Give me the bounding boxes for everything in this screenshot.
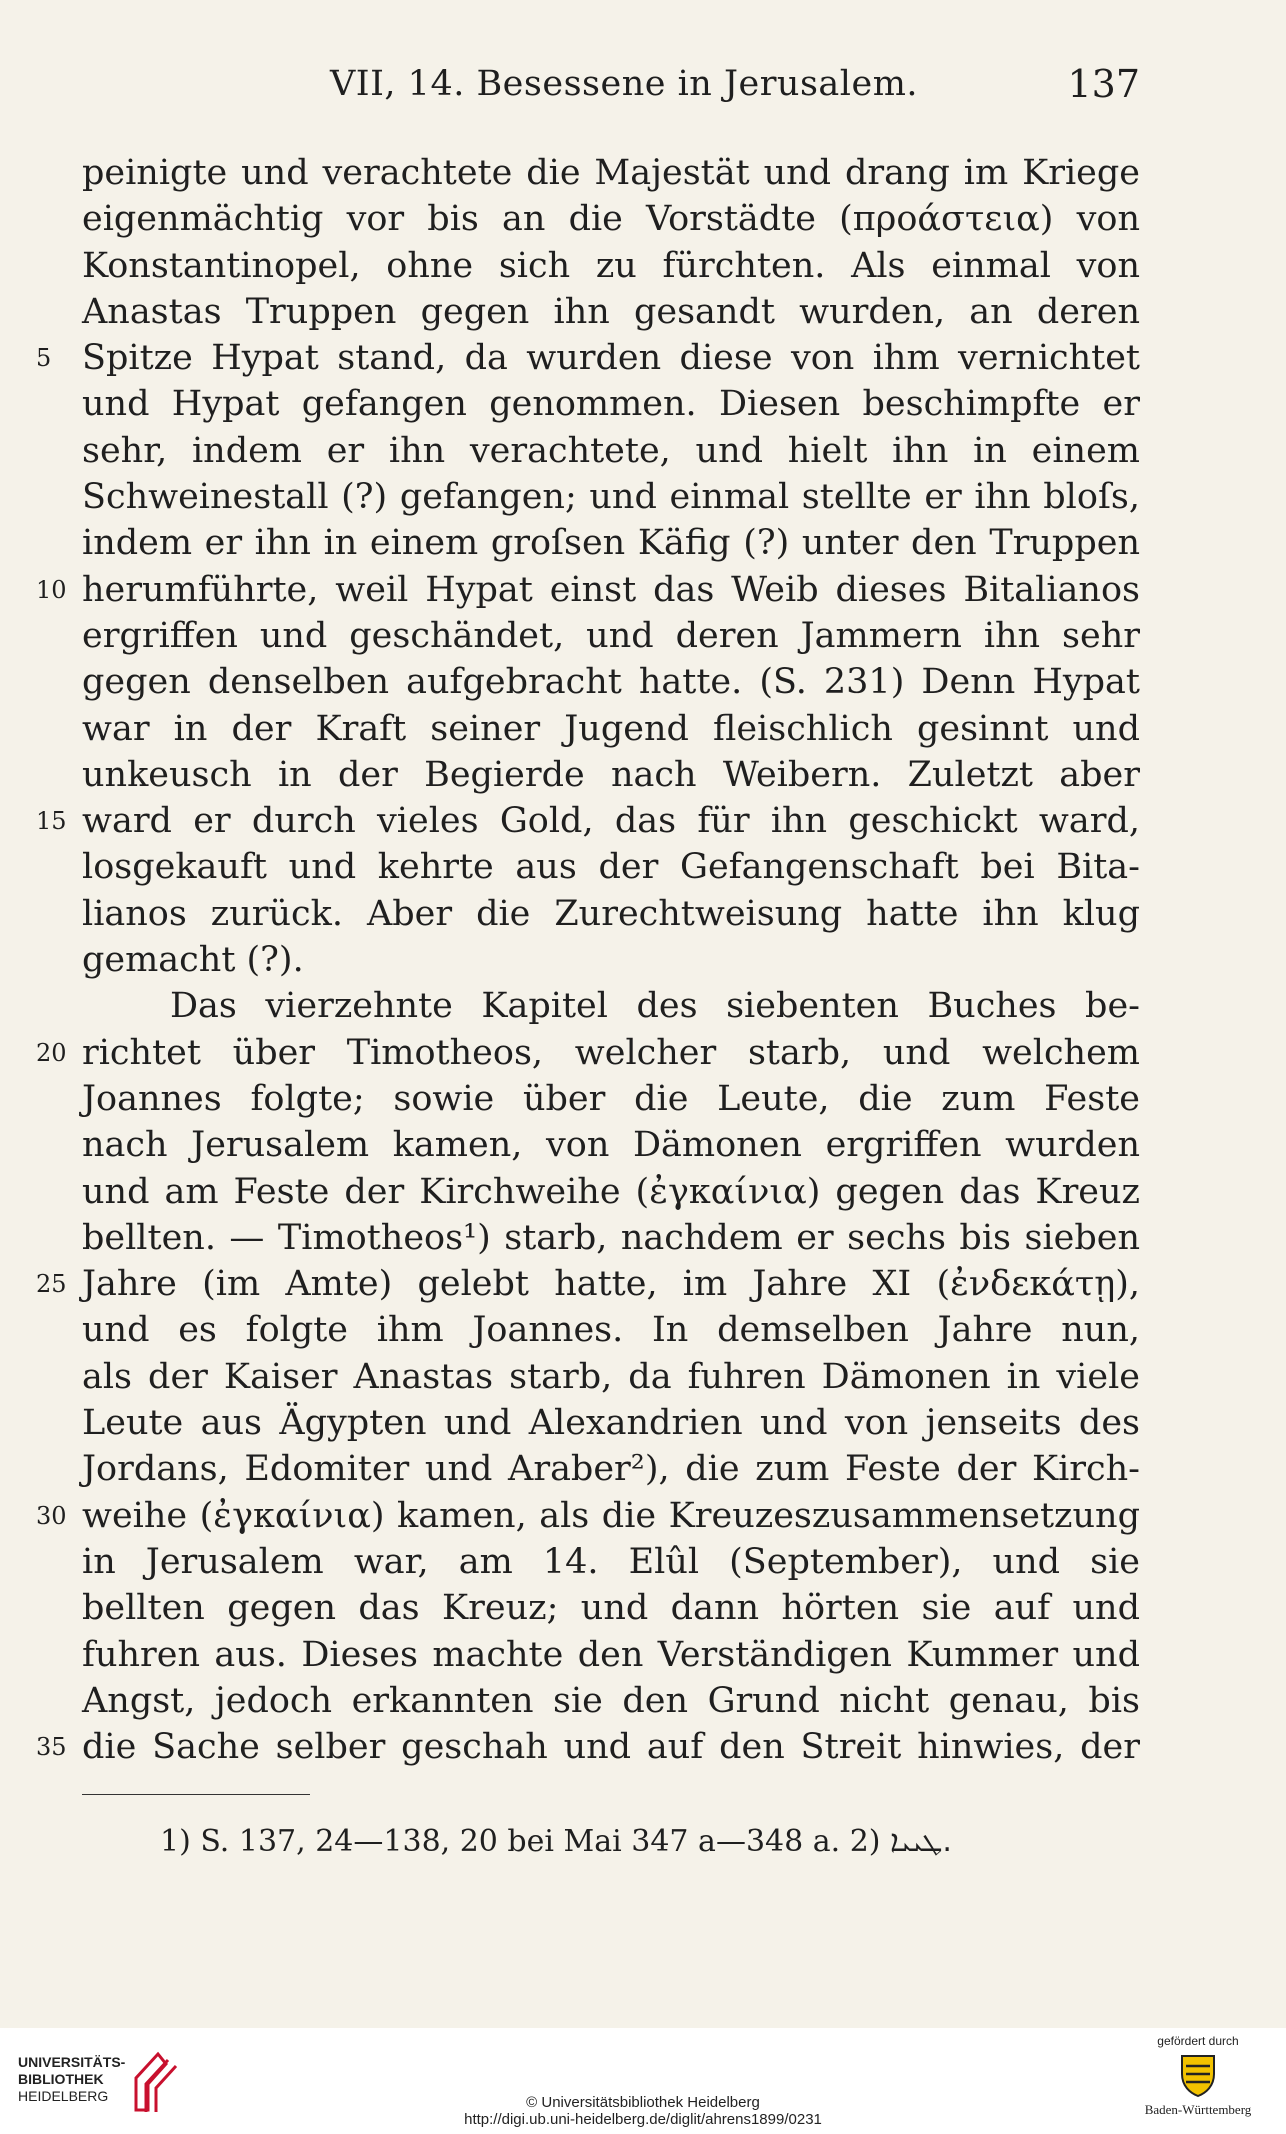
text-line: [82, 1076, 1140, 1122]
text-line: [36, 1261, 1140, 1307]
line-text: indem er ihn in einem groſsen Käfig (?) unter den Truppen: [82, 523, 1140, 564]
permalink-url[interactable]: http://digi.ub.uni-heidelberg.de/diglit/ahrens1899/0231: [464, 2111, 822, 2128]
library-line-1: UNIVERSITÄTS-: [18, 2054, 126, 2070]
line-text: richtet über Timotheos, welcher starb, und welchem: [82, 1032, 1140, 1073]
copyright-text: © Universitätsbibliothek Heidelberg: [526, 2094, 760, 2111]
line-number: 5: [36, 344, 52, 373]
text-line: [82, 474, 1140, 520]
line-text: eigenmächtig vor bis an die Vorstädte (προάστεια) von: [82, 199, 1140, 240]
line-text: Konstantinopel, ohne sich zu fürchten. Als einmal von: [82, 245, 1140, 286]
text-line: [82, 937, 1140, 983]
text-line: [82, 752, 1140, 798]
text-line: [82, 150, 1140, 196]
line-text: weihe (ἐγκαίνια) kamen, als die Kreuzeszusammensetzung: [82, 1495, 1140, 1536]
text-line: [82, 1400, 1140, 1446]
text-line: [82, 844, 1140, 890]
line-text: sehr, indem er ihn verachtete, und hielt ihn in einem: [82, 430, 1140, 471]
line-number: 15: [36, 807, 67, 836]
text-line: [36, 1030, 1140, 1076]
line-text: bellten. — Timotheos¹) starb, nachdem er sechs bis sieben: [82, 1217, 1140, 1258]
footnote-rule: [82, 1794, 310, 1795]
line-text: losgekauft und kehrte aus der Gefangenschaft bei Bita-: [82, 847, 1140, 888]
digitization-footer: [0, 2028, 1286, 2134]
text-line: [36, 1493, 1140, 1539]
text-line: [82, 1307, 1140, 1353]
line-text: fuhren aus. Dieses machte den Verständigen Kummer und: [82, 1634, 1140, 1675]
text-line: [82, 520, 1140, 566]
line-text: und es folgte ihm Joannes. In demselben Jahre nun,: [82, 1310, 1140, 1351]
text-line: [82, 1585, 1140, 1631]
line-text: Angst, jedoch erkannten sie den Grund nicht genau, bis: [82, 1680, 1140, 1721]
text-line: [82, 613, 1140, 659]
line-number: 10: [36, 575, 67, 604]
text-line: [82, 1632, 1140, 1678]
library-line-2: BIBLIOTHEK: [18, 2071, 104, 2087]
text-line: [82, 983, 1140, 1029]
text-line: [82, 1215, 1140, 1261]
running-title: VII, 14. Besessene in Jerusalem.: [330, 64, 919, 104]
text-line: [82, 1169, 1140, 1215]
line-text: Spitze Hypat stand, da wurden diese von ihm vernichtet: [82, 338, 1140, 379]
sponsor-block: [1138, 2034, 1258, 2118]
line-number: 30: [36, 1501, 67, 1530]
text-line: [82, 243, 1140, 289]
line-text: in Jerusalem war, am 14. Elûl (September), und sie: [82, 1541, 1140, 1582]
line-text: gemacht (?).: [82, 940, 304, 981]
line-text: als der Kaiser Anastas starb, da fuhren Dämonen in viele: [82, 1356, 1140, 1397]
text-line: [82, 196, 1140, 242]
line-text: und Hypat gefangen genommen. Diesen beschimpfte er: [82, 384, 1140, 425]
text-line: [82, 1354, 1140, 1400]
text-line: [82, 428, 1140, 474]
line-text: herumführte, weil Hypat einst das Weib dieses Bitalianos: [82, 569, 1140, 610]
line-text: Jahre (im Amte) gelebt hatte, im Jahre XI (ἐνδεκάτῃ),: [82, 1264, 1140, 1305]
footnote-syriac: ܛܝܝܐ.: [890, 1824, 952, 1859]
sponsor-name: Baden-Württemberg: [1144, 2102, 1252, 2117]
footnote-text: 1) S. 137, 24—138, 20 bei Mai 347 a—348 a. 2): [160, 1824, 881, 1859]
running-header: [82, 54, 1140, 114]
line-text: und am Feste der Kirchweihe (ἐγκαίνια) gegen das Kreuz: [82, 1171, 1140, 1212]
text-line: [82, 1539, 1140, 1585]
page-number: 137: [1067, 62, 1140, 106]
line-text: Leute aus Ägypten und Alexandrien und von jenseits des: [82, 1403, 1140, 1444]
line-text: bellten gegen das Kreuz; und dann hörten sie auf und: [82, 1588, 1140, 1629]
text-line: [36, 798, 1140, 844]
text-line: [36, 1724, 1140, 1770]
text-line: [82, 1446, 1140, 1492]
text-line: [36, 335, 1140, 381]
text-line: [82, 1678, 1140, 1724]
text-line: [82, 659, 1140, 705]
line-text: ward er durch vieles Gold, das für ihn geschickt ward,: [82, 801, 1140, 842]
line-text: Jordans, Edomiter und Araber²), die zum Feste der Kirch-: [82, 1449, 1140, 1490]
sponsor-label: gefördert durch: [1157, 2034, 1239, 2048]
copyright-block: [0, 2094, 1286, 2128]
line-text: war in der Kraft seiner Jugend fleischlich gesinnt und: [82, 708, 1140, 749]
line-number: 20: [36, 1038, 67, 1067]
line-text: die Sache selber geschah und auf den Streit hinwies, der: [82, 1727, 1140, 1768]
text-line: [82, 381, 1140, 427]
body-text: [36, 150, 1140, 1770]
line-text: Schweinestall (?) gefangen; und einmal stellte er ihn bloſs,: [82, 477, 1140, 518]
text-line: [82, 891, 1140, 937]
library-line-3: HEIDELBERG: [18, 2088, 109, 2104]
line-text: peinigte und verachtete die Majestät und drang im Kriege: [82, 153, 1140, 193]
line-text: ergriffen und geschändet, und deren Jammern ihn sehr: [82, 615, 1140, 656]
line-text: Anastas Truppen gegen ihn gesandt wurden, an deren: [82, 291, 1140, 332]
coat-of-arms-icon: [1178, 2052, 1218, 2098]
line-number: 25: [36, 1270, 67, 1299]
line-number: 35: [36, 1733, 67, 1762]
line-text: nach Jerusalem kamen, von Dämonen ergriffen wurden: [82, 1125, 1140, 1166]
line-text: gegen denselben aufgebracht hatte. (S. 231) Denn Hypat: [82, 662, 1140, 703]
text-line: [36, 567, 1140, 613]
text-line: [82, 289, 1140, 335]
text-line: [82, 1122, 1140, 1168]
line-text: lianos zurück. Aber die Zurechtweisung hatte ihn klug: [82, 893, 1140, 934]
line-text: Joannes folgte; sowie über die Leute, die zum Feste: [82, 1078, 1140, 1119]
line-text: unkeusch in der Begierde nach Weibern. Zuletzt aber: [82, 754, 1140, 795]
text-line: [82, 706, 1140, 752]
line-text: Das vierzehnte Kapitel des siebenten Buches be-: [170, 986, 1140, 1027]
footnotes: [160, 1824, 952, 1859]
